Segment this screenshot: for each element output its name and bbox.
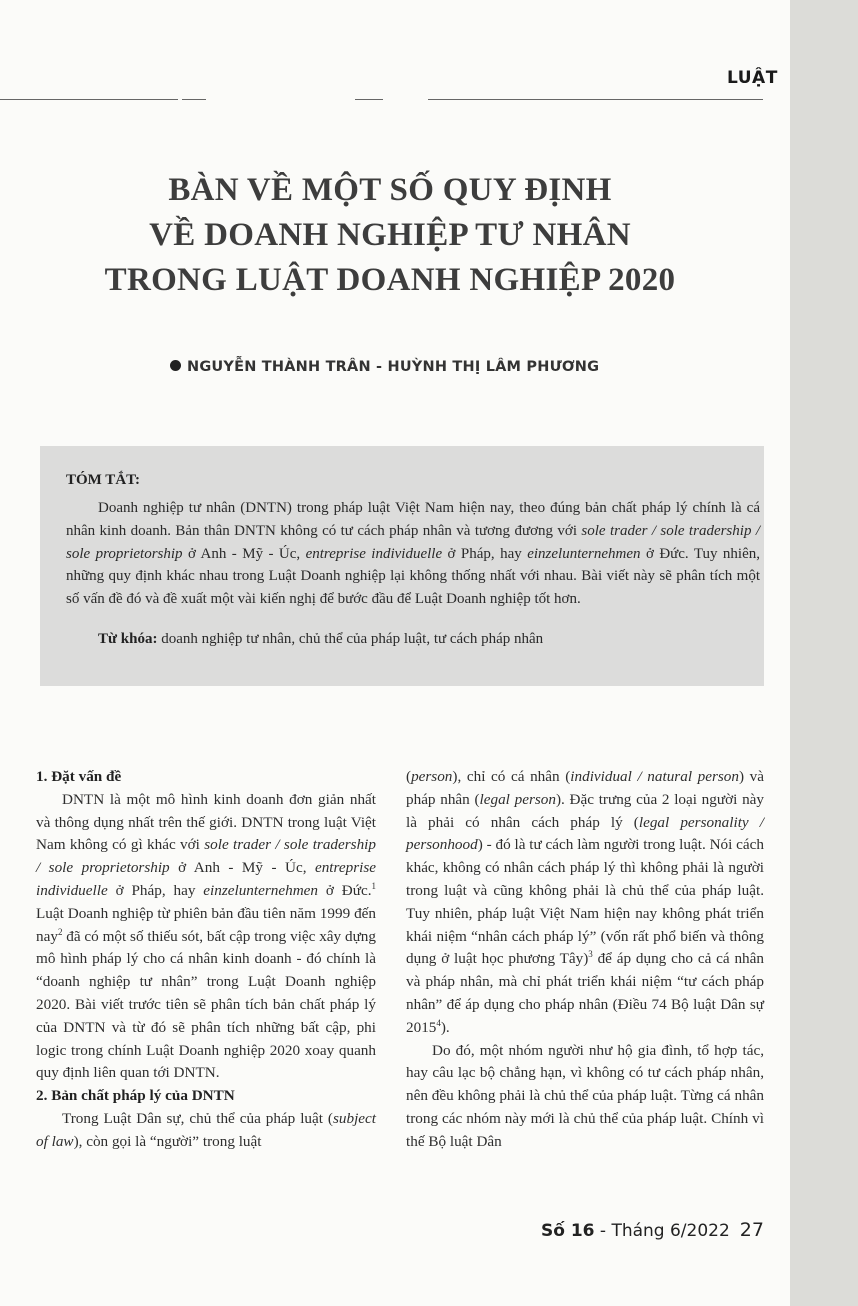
section-heading: 2. Bản chất pháp lý của DNTN <box>36 1087 235 1105</box>
left-column <box>36 766 376 1154</box>
keywords <box>98 631 543 648</box>
paragraph: Do đó, một nhóm người như hộ gia đình, tổ hợp tác, hay câu lạc bộ chẳng hạn, vì không có tư cách pháp nhân, nên đều không phải là chủ thể của pháp luật. Từng cá nhân trong các nhóm này mới là chủ thể của pháp luật. Chính vì thế Bộ luật Dân <box>406 1041 764 1150</box>
bullet-icon <box>170 360 181 371</box>
page-number: 27 <box>739 1219 764 1241</box>
title-line: BÀN VỀ MỘT SỐ QUY ĐỊNH <box>168 172 612 208</box>
author-names: NGUYỄN THÀNH TRÂN - HUỲNH THỊ LÂM PHƯƠNG <box>187 359 600 375</box>
header-rule <box>0 99 178 100</box>
issue-date: - Tháng 6/2022 <box>594 1221 730 1241</box>
footnote-ref: 1 <box>371 880 376 891</box>
paragraph: DNTN là một mô hình kinh doanh đơn giản nhất và thông dụng nhất trên thế giới. DNTN trong luật Việt Nam không có gì khác với sole trader / sole tradership / sole proprietorship ở Anh - Mỹ - Úc, entreprise individuelle ở Pháp, hay einzelunternehmen ở Đức.$^1$ Luật Doanh nghiệp từ phiên bản đầu tiên năm 1999 đến nay$^2$ đã có một số thiếu sót, bất cập trong việc xây dựng mô hình pháp lý cho cá nhân kinh doanh - đó chính là “doanh nghiệp tư nhân” trong Luật Doanh nghiệp 2020. Bài viết trước tiên sẽ phân tích bản chất pháp lý của DNTN và từ đó sẽ phân tích những bất cập, phi logic trong chính Luật Doanh nghiệp 2020 xoay quanh quy định liên quan tới DNTN. <box>36 790 376 1082</box>
abstract-heading: TÓM TẮT: <box>66 472 141 488</box>
abstract-italic: entreprise individuelle <box>305 545 443 562</box>
section-heading: 1. Đặt vấn đề <box>36 768 122 785</box>
abstract-body <box>66 497 760 611</box>
abstract-text: ở Pháp, hay <box>442 545 528 562</box>
article-title <box>60 168 720 303</box>
page-footer <box>541 1219 764 1241</box>
header-rule <box>355 99 383 100</box>
header-rule <box>182 99 206 100</box>
title-line: VỀ DOANH NGHIỆP TƯ NHÂN <box>149 217 631 253</box>
abstract-text: ở Đức. Tuy nhiên, những quy định khác nhau trong Luật Doanh nghiệp lại không thống nhất với nhau. Bài viết này sẽ phân tích một số vấn đề đó và đề xuất một vài kiến nghị để bước đầu để Luật Doanh nghiệp tốt hơn. <box>66 545 760 608</box>
paragraph: (person), chỉ có cá nhân (individual / natural person) và pháp nhân (legal person). Đặc trưng của 2 loại người này là phải có nhân cách pháp lý (legal personality / personhood) - đó là tư cách làm người trong luật. Nói cách khác, không có nhân cách pháp lý thì không phải là người trong luật và cũng không phải là chủ thể của pháp luật. Tuy nhiên, pháp luật Việt Nam hiện nay không phát triển khái niệm “nhân cách pháp lý” (vốn rất phổ biến và thông dụng ở luật học phương Tây)$^3$ để áp dụng cho cả cá nhân và pháp nhân, mà chỉ phát triển khái niệm “tư cách pháp nhân” để áp dụng cho pháp nhân (Điều 74 Bộ luật Dân sự 2015$^4$). <box>406 768 765 1036</box>
abstract-text: ở Anh - Mỹ - Úc, <box>182 545 306 562</box>
title-line: TRONG LUẬT DOANH NGHIỆP 2020 <box>104 262 676 298</box>
keywords-label: Từ khóa: <box>98 631 158 647</box>
abstract-box <box>40 446 764 686</box>
header-rule <box>428 99 763 100</box>
authors <box>170 359 599 375</box>
right-column <box>406 766 764 1154</box>
paragraph: Trong Luật Dân sự, chủ thể của pháp luật (subject of law), còn gọi là “người” trong luật <box>36 1109 376 1150</box>
abstract-italic: einzelunternehmen <box>527 545 641 562</box>
footnote-ref: 3 <box>588 949 593 960</box>
footnote-ref: 4 <box>436 1017 441 1028</box>
issue-number: Số 16 <box>541 1221 595 1241</box>
section-label: LUẬT <box>727 68 778 88</box>
page-edge-shadow <box>790 0 858 1306</box>
keywords-text: doanh nghiệp tư nhân, chủ thể của pháp luật, tư cách pháp nhân <box>157 631 544 647</box>
abstract-italic: sole trader / sole tradership / sole proprietorship <box>66 522 760 562</box>
abstract-text: Doanh nghiệp tư nhân (DNTN) trong pháp luật Việt Nam hiện nay, theo đúng bản chất pháp lý chính là cá nhân kinh doanh. Bản thân DNTN không có tư cách pháp nhân và tương đương với <box>66 500 760 539</box>
footnote-ref: 2 <box>57 926 63 937</box>
